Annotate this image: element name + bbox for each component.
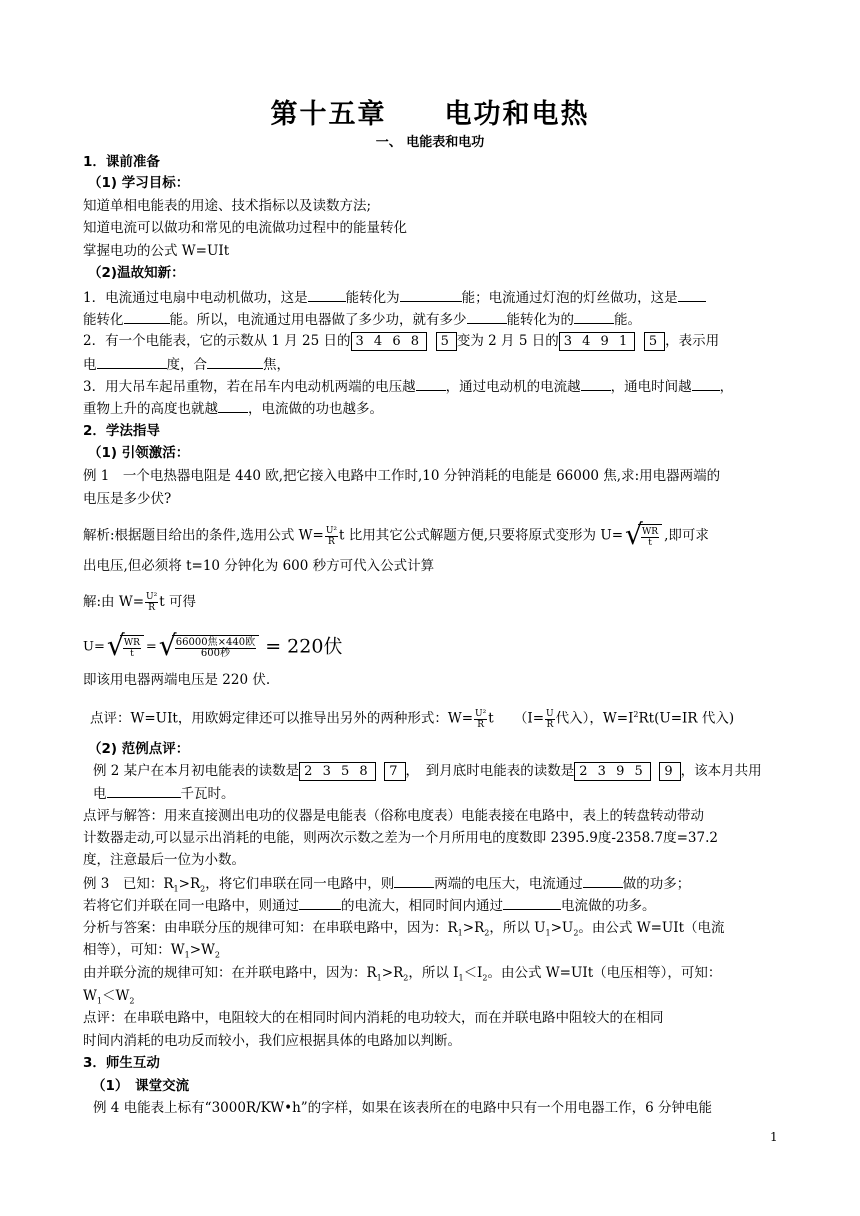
analysis-1-line-1: 解析:根据题目给出的条件,选用公式 W= $\frac{\text{U²}}{R}$ t 比用其它公式解题方便,只要将原式变形为 U= √ $\frac{WR}{t}$ ,即可求: [83, 518, 709, 551]
question-2-line-2: 电 度，合 焦，: [83, 354, 783, 376]
heading-3: 3．师生互动: [83, 1055, 160, 1071]
comment-2-line-3: 度，注意最后一位为小数。: [83, 852, 245, 868]
comment-2-line-1: 点评与解答：用来直接测出电功的仪器是电能表（俗称电度表）电能表接在电路中，表上的转盘转动带动: [83, 808, 704, 824]
question-3-line-2: 重物上升的高度也就越 ，电流做的功也越多。: [83, 398, 783, 420]
blank[interactable]: [416, 376, 446, 391]
heading-1a: （1) 学习目标：: [88, 175, 190, 191]
blank[interactable]: [218, 398, 248, 413]
radical-icon: √: [158, 629, 177, 662]
meter-decimal-box: 9: [659, 762, 680, 781]
question-3-line-1: 3．用大吊车起吊重物，若在吊车内电动机两端的电压越 ，通过电动机的电流越 ，通电时间越 ，: [83, 376, 783, 398]
heading-2: 2．学法指导: [83, 423, 160, 439]
answer-3-line-4: $W_1<W_2$: [83, 988, 135, 1006]
blank[interactable]: [124, 309, 170, 324]
goal-2: 知道电流可以做功和常见的电流做功过程中的能量转化: [83, 220, 407, 236]
meter-decimal-box: 5: [436, 332, 457, 351]
solution-1-line-1: 解:由 W= $\frac{\text{U²}}{R}$ t 可得: [83, 592, 196, 613]
radical-icon: √: [106, 629, 125, 662]
blank[interactable]: [581, 376, 611, 391]
meter-reading-box: 2 3 5 8: [299, 762, 375, 781]
answer-3-line-3: 由并联分流的规律可知：在并联电路中，因为：$R_1>R_2$，所以 $I_1<I_2$。由公式 W=UIt（电压相等），可知：: [83, 965, 722, 983]
example-1-line-2: 电压是多少伏?: [83, 491, 172, 507]
answer-3-line-1: 分析与答案：由串联分压的规律可知：在串联电路中，因为：$R_1>R_2$，所以 $U_1>U_2$。由公式 W=UIt（电流: [83, 920, 725, 938]
example-3-line-2: 若将它们并联在同一电路中，则通过 的电流大，相同时间内通过 电流做的功多。: [83, 895, 783, 917]
section-subtitle: 一、 电能表和电功: [375, 135, 485, 150]
heading-2a: （1) 引领激活：: [88, 445, 190, 461]
blank[interactable]: [692, 376, 720, 391]
meter-reading-box: 3 4 6 8: [351, 332, 427, 351]
blank[interactable]: [678, 287, 706, 302]
blank[interactable]: [299, 895, 341, 910]
question-2-line-1: 2．有一个电能表，它的示数从 1 月 25 日的 3 4 6 8 5 变为 2 月 5 日的 3 4 9 1 5 ，表示用: [83, 333, 720, 349]
comment-3-line-1: 点评：在串联电路中，电阻较大的在相同时间内消耗的电功较大，而在并联电路中阻较大的在相同: [83, 1010, 664, 1026]
blank[interactable]: [467, 309, 507, 324]
blank[interactable]: [503, 895, 561, 910]
blank[interactable]: [107, 783, 181, 798]
fraction: $\frac{\text{U²}}{R}$: [325, 525, 338, 547]
blank[interactable]: [400, 287, 462, 302]
blank[interactable]: [97, 354, 167, 369]
answer-3-line-2: 相等），可知：$W_1>W_2$: [83, 942, 221, 960]
page-number: 1: [770, 1130, 778, 1144]
comment-2-line-2: 计数器走动,可以显示出消耗的电能，则两次示数之差为一个月所用电的度数即 2395.9度-2358.7度=37.2: [83, 830, 718, 846]
heading-1b: （2)温故知新：: [88, 265, 185, 281]
meter-decimal-box: 7: [384, 762, 405, 781]
comment-1: 点评：W=UIt，用欧姆定律还可以推导出另外的两种形式：W= $\frac{\text{U²}}{R}$ t （I= $\frac{U}{R}$ 代入），$W=I^2Rt(U=IR$ 代入): [90, 708, 735, 730]
solution-1-conclusion: 即该用电器两端电压是 220 伏.: [83, 672, 271, 688]
meter-reading-box: 2 3 9 5: [574, 762, 650, 781]
question-1-line-1: 1．电流通过电扇中电动机做功，这是 能转化为 能；电流通过灯泡的灯丝做功，这是: [83, 287, 783, 309]
example-1-line-1: 例 1 一个电热器电阻是 440 欧,把它接入电路中工作时,10 分钟消耗的电能是 66000 焦,求:用电器两端的: [83, 468, 721, 484]
question-1-line-2: 能转化 能。所以，电流通过用电器做了多少功，就有多少 能转化为的 能。: [83, 309, 783, 331]
example-2-line-1: 例 2 某户在本月初电能表的读数是 2 3 5 8 7 ， 到月底时电能表的读数是 2 3 9 5 9 ，该本月共用: [93, 763, 762, 779]
radical-icon: √: [625, 518, 643, 551]
example-3-line-1: 例 3 已知：$R_1>R_2$，将它们串联在同一电路中，则 两端的电压大，电流通过 做的功多；: [83, 873, 783, 900]
analysis-1-line-2: 出电压,但必须将 t=10 分钟化为 600 秒方可代入公式计算: [83, 558, 435, 574]
heading-1: 1．课前准备: [83, 154, 160, 170]
goal-3: 掌握电功的公式 W=UIt: [83, 243, 230, 259]
blank[interactable]: [308, 287, 346, 302]
example-2-line-2: 电 千瓦时。: [93, 783, 793, 805]
comment-3-line-2: 时间内消耗的电功反而较小，我们应根据具体的电路加以判断。: [83, 1033, 461, 1049]
square-root: √ $\frac{WR}{t}$: [625, 524, 662, 548]
heading-2b: （2) 范例点评：: [88, 741, 190, 757]
blank[interactable]: [207, 354, 263, 369]
blank[interactable]: [574, 309, 614, 324]
meter-reading-box: 3 4 9 1: [559, 332, 635, 351]
blank[interactable]: [583, 873, 623, 888]
example-4-line-1: 例 4 电能表上标有“3000R/KW•h”的字样，如果在该表所在的电路中只有一个用电器工作，6 分钟电能: [93, 1100, 713, 1116]
goal-1: 知道单相电能表的用途、技术指标以及读数方法;: [83, 198, 372, 214]
solution-equation: U= √ $\frac{WR}{t}$ = √ $\frac{\text{66000焦×440欧}}{\text{600秒}}$ = 220伏: [83, 629, 343, 662]
heading-3a: （1） 课堂交流: [92, 1078, 190, 1094]
blank[interactable]: [394, 873, 434, 888]
chapter-title: 第十五章 电功和电热: [270, 99, 590, 130]
meter-decimal-box: 5: [644, 332, 665, 351]
